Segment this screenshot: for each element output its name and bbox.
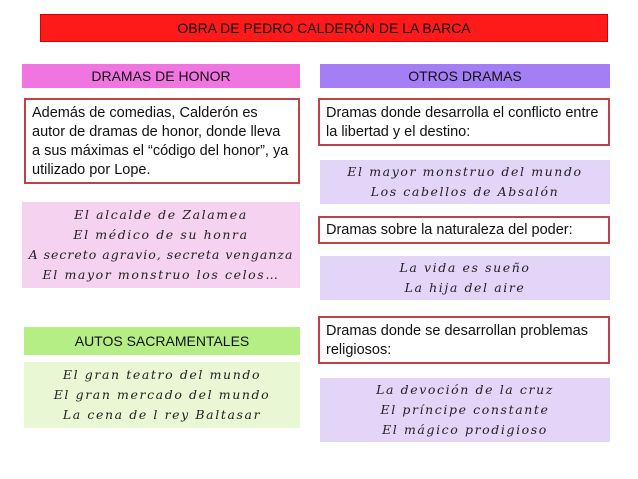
conflict-works-list xyxy=(320,160,610,204)
power-works-list xyxy=(320,256,610,300)
otros-header-label: OTROS DRAMAS xyxy=(408,68,522,84)
autos-header xyxy=(24,327,300,355)
autos-works-list xyxy=(24,362,300,428)
power-description xyxy=(318,216,610,244)
religion-work: El mágico prodigioso xyxy=(382,422,548,437)
honor-work: El médico de su honra xyxy=(73,227,249,242)
religion-works-list xyxy=(320,378,610,442)
autos-header-label: AUTOS SACRAMENTALES xyxy=(74,333,250,349)
power-work: La vida es sueño xyxy=(399,260,531,275)
honor-header xyxy=(22,64,300,88)
honor-header-label: DRAMAS DE HONOR xyxy=(91,68,231,84)
religion-work: La devoción de la cruz xyxy=(376,382,554,397)
page-title: OBRA DE PEDRO CALDERÓN DE LA BARCA xyxy=(177,20,471,36)
conflict-work: El mayor monstruo del mundo xyxy=(347,164,583,179)
conflict-work: Los cabellos de Absalón xyxy=(370,184,560,199)
honor-work: A secreto agravio, secreta venganza xyxy=(28,247,294,262)
religion-description-text: Dramas donde se desarrollan problemas religiosos: xyxy=(326,323,588,358)
honor-work: El alcalde de Zalamea xyxy=(74,207,248,222)
otros-header xyxy=(320,64,610,88)
autos-work: La cena de l rey Baltasar xyxy=(62,407,262,422)
power-work: La hija del aire xyxy=(404,280,526,295)
title-banner xyxy=(40,14,608,42)
conflict-description-text: Dramas donde desarrolla el conflicto entre la libertad y el destino: xyxy=(326,105,599,140)
autos-work: El gran mercado del mundo xyxy=(53,387,271,402)
power-description-text: Dramas sobre la naturaleza del poder: xyxy=(326,222,573,238)
honor-work: El mayor monstruo los celos… xyxy=(42,267,280,282)
honor-description-text: Además de comedias, Calderón es autor de dramas de honor, donde lleva a sus máximas el “código del honor”, ya utilizado por Lope. xyxy=(32,105,289,178)
religion-description xyxy=(318,316,610,364)
conflict-description xyxy=(318,98,610,146)
honor-description xyxy=(24,98,300,184)
religion-work: El príncipe constante xyxy=(380,402,550,417)
autos-work: El gran teatro del mundo xyxy=(62,367,262,382)
honor-works-list xyxy=(22,202,300,288)
